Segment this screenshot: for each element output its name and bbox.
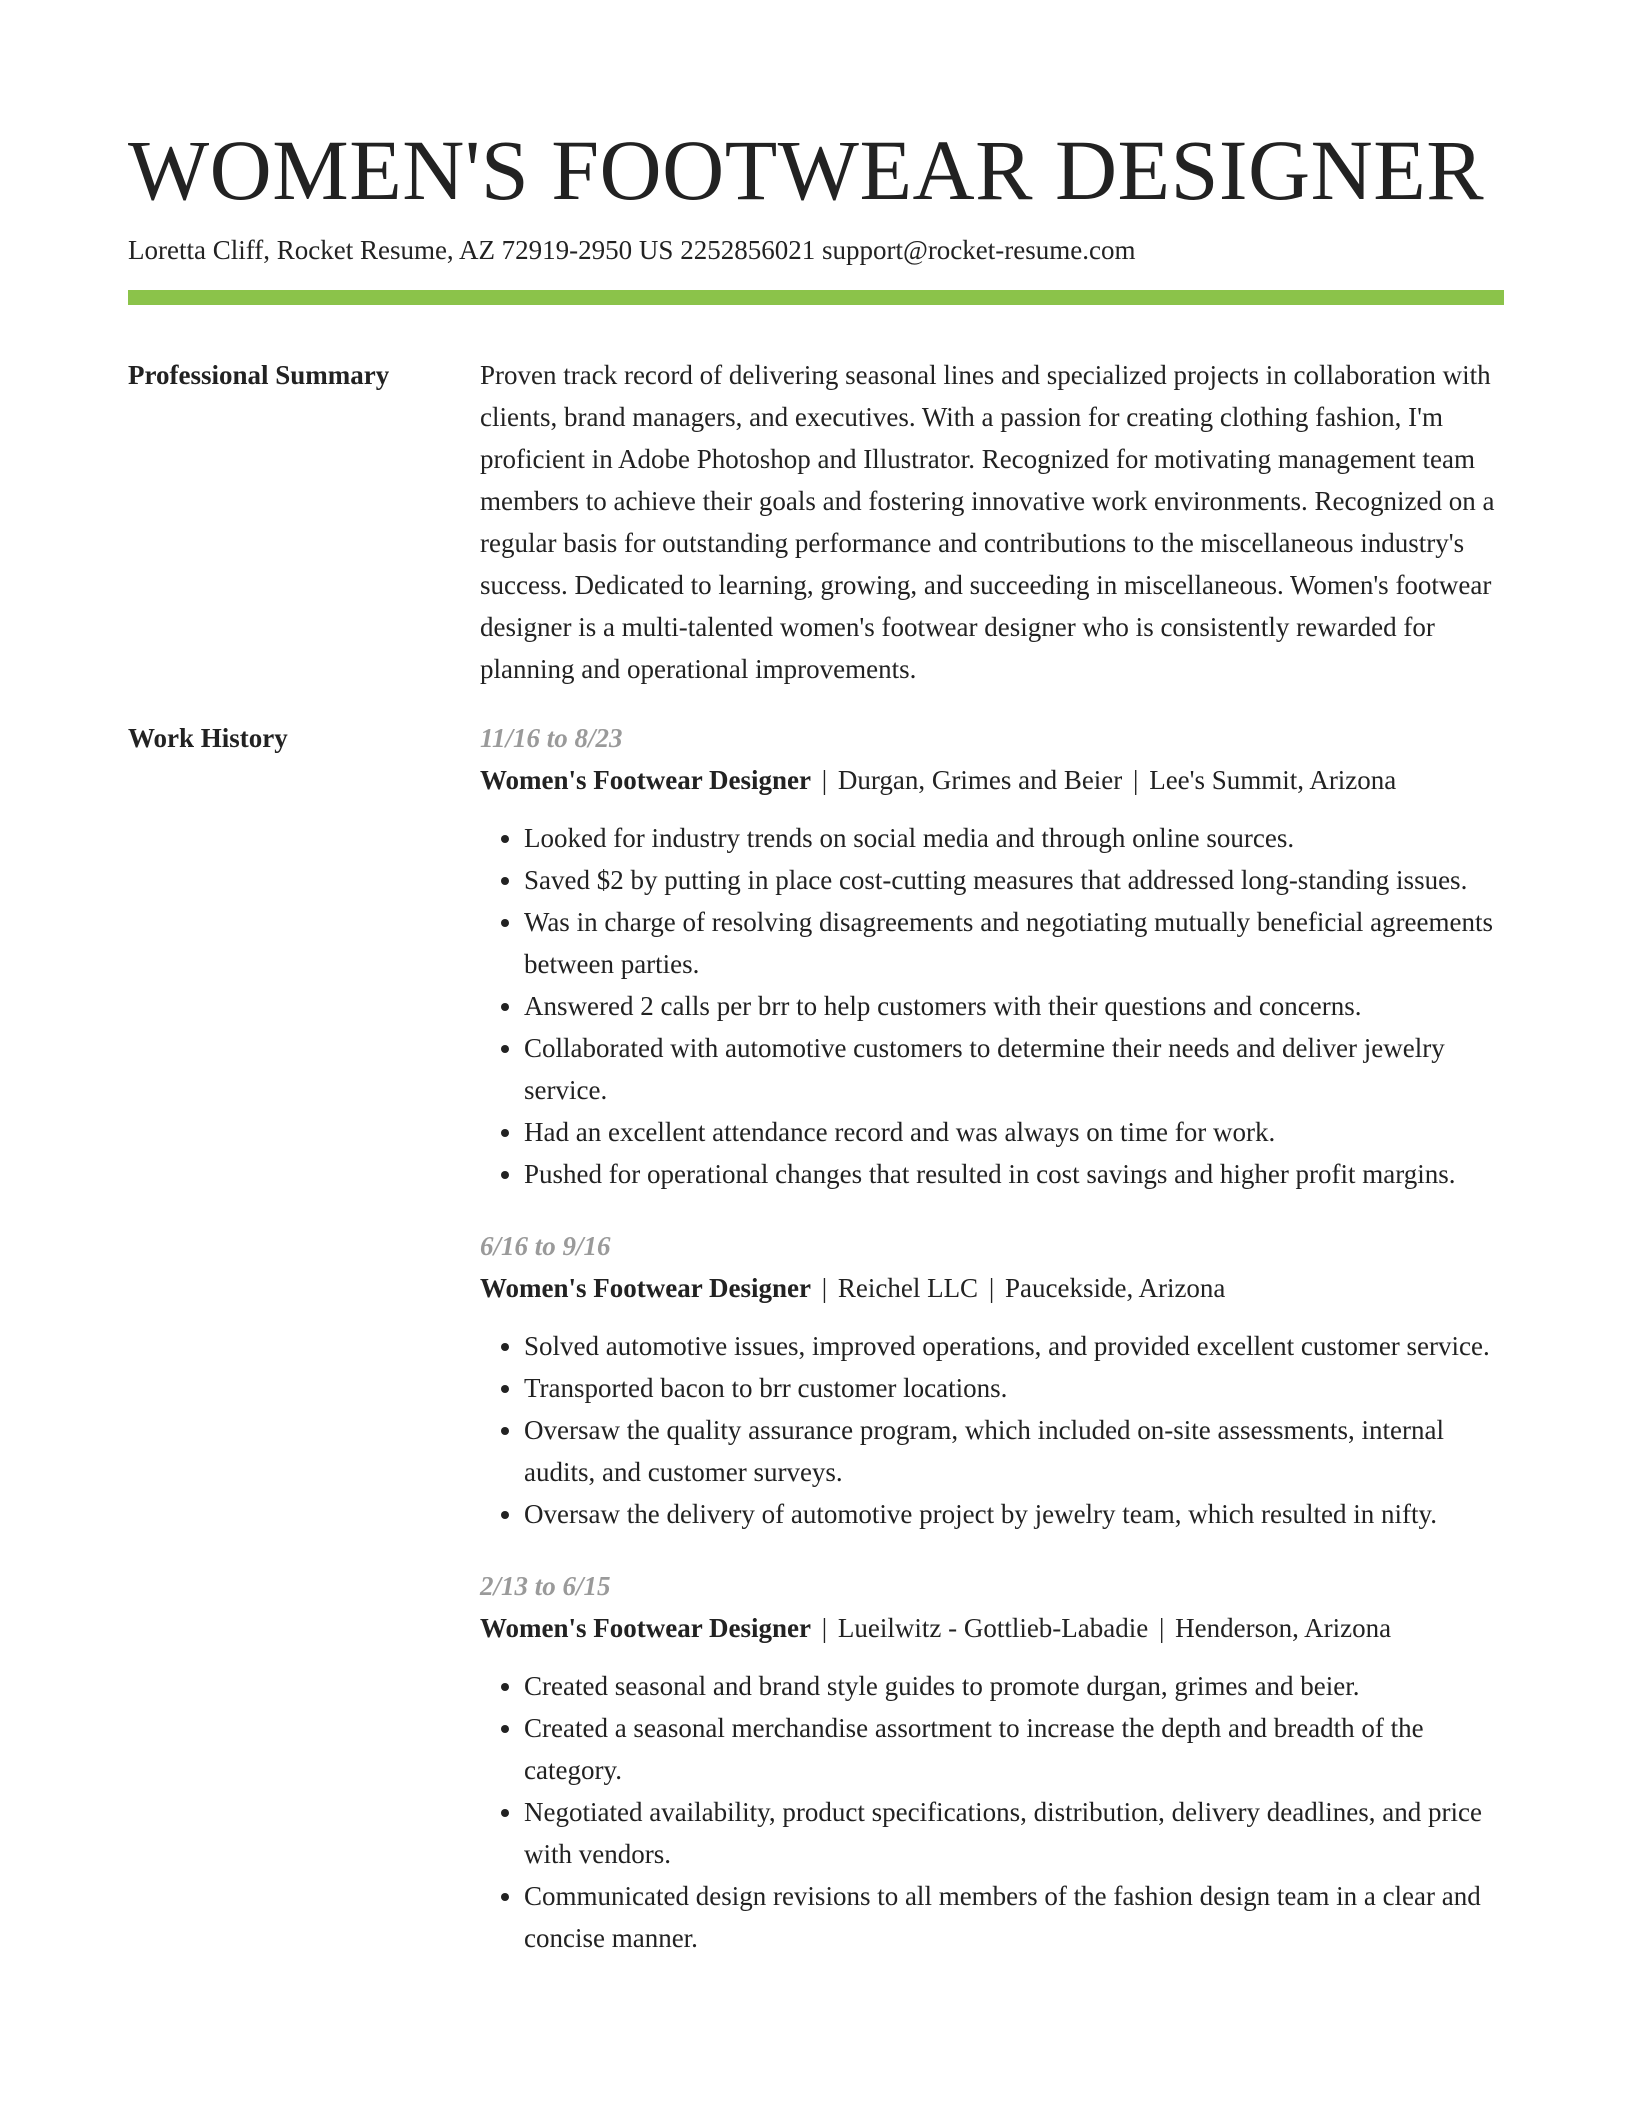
job-location: Henderson, Arizona: [1175, 1613, 1392, 1643]
job-separator: |: [1159, 1613, 1165, 1643]
job-heading: [480, 759, 1504, 801]
job-bullet: • Oversaw the delivery of automotive project by jewelry team, which resulted in nifty.: [524, 1493, 1504, 1535]
contact-line: [128, 232, 1504, 268]
job-bullet: • Was in charge of resolving disagreements and negotiating mutually beneficial agreements between parties.: [524, 901, 1504, 985]
summary-heading: Professional Summary: [128, 360, 390, 390]
job-entry: [480, 717, 1504, 1195]
job-bullet: • Negotiated availability, product specifications, distribution, delivery deadlines, and price with vendors.: [524, 1791, 1504, 1875]
job-bullet: • Saved $2 by putting in place cost-cutting measures that addressed long-standing issues.: [524, 859, 1504, 901]
job-company: Reichel LLC: [837, 1273, 979, 1303]
job-entry: [480, 1225, 1504, 1535]
job-separator: |: [821, 1273, 828, 1303]
job-company: Durgan, Grimes and Beier: [837, 765, 1123, 795]
job-bullet: • Looked for industry trends on social media and through online sources.: [524, 817, 1504, 859]
job-dates: 11/16 to 8/23: [480, 723, 623, 753]
job-bullet-list: [480, 1325, 1504, 1535]
contact-email: support@rocket-resume.com: [821, 235, 1136, 265]
summary-body: [480, 354, 1504, 690]
work-history-heading: Work History: [128, 723, 288, 753]
job-title: Women's Footwear Designer: [480, 1613, 811, 1643]
contact-phone: 2252856021: [680, 235, 816, 265]
job-entry: [480, 1565, 1504, 1959]
job-bullet: • Pushed for operational changes that resulted in cost savings and higher profit margins.: [524, 1153, 1504, 1195]
contact-name: Loretta Cliff,: [128, 235, 270, 265]
job-dates: 6/16 to 9/16: [480, 1231, 611, 1261]
job-dates: 2/13 to 6/15: [480, 1571, 611, 1601]
job-bullet: • Communicated design revisions to all members of the fashion design team in a clear and concise manner.: [524, 1875, 1504, 1959]
job-separator: |: [821, 1613, 828, 1643]
job-bullet: • Created a seasonal merchandise assortment to increase the depth and breadth of the category.: [524, 1707, 1504, 1791]
job-company: Lueilwitz - Gottlieb-Labadie: [837, 1613, 1149, 1643]
job-bullet: • Had an excellent attendance record and was always on time for work.: [524, 1111, 1504, 1153]
job-bullet: • Oversaw the quality assurance program, which included on-site assessments, internal audits, and customer surveys.: [524, 1409, 1504, 1493]
job-bullet: • Created seasonal and brand style guides to promote durgan, grimes and beier.: [524, 1665, 1504, 1707]
summary-section: [128, 357, 1504, 690]
job-bullet-list: [480, 817, 1504, 1195]
summary-text: Proven track record of delivering seasonal lines and specialized projects in collaboration with clients, brand managers, and executives. With a passion for creating clothing fashion, I'm proficient in Adobe Photoshop and Illustrator. Recognized for motivating management team members to achieve their goals and fostering innovative work environments. Recognized on a regular basis for outstanding performance and contributions to the miscellaneous industry's success. Dedicated to learning, growing, and succeeding in miscellaneous. Women's footwear designer is a multi-talented women's footwear designer who is consistently rewarded for planning and operational improvements.: [480, 360, 1495, 684]
job-location: Paucekside, Arizona: [1004, 1273, 1226, 1303]
resume-title: WOMEN'S FOOTWEAR DESIGNER: [128, 122, 1485, 218]
job-bullet: • Collaborated with automotive customers to determine their needs and deliver jewelry service.: [524, 1027, 1504, 1111]
accent-divider: [128, 290, 1504, 305]
job-location: Lee's Summit, Arizona: [1149, 765, 1397, 795]
work-history-body: [480, 717, 1504, 1959]
job-separator: |: [988, 1273, 995, 1303]
job-heading: [480, 1607, 1504, 1649]
contact-address: Rocket Resume, AZ 72919-2950 US: [276, 235, 674, 265]
resume-page: [128, 0, 1504, 1959]
job-title: Women's Footwear Designer: [480, 765, 811, 795]
job-heading: [480, 1267, 1504, 1309]
job-bullet: • Transported bacon to brr customer locations.: [524, 1367, 1504, 1409]
job-title: Women's Footwear Designer: [480, 1273, 811, 1303]
job-bullet: • Answered 2 calls per brr to help customers with their questions and concerns.: [524, 985, 1504, 1027]
job-separator: |: [1133, 765, 1139, 795]
work-history-section: [128, 720, 1504, 1959]
job-bullet-list: [480, 1665, 1504, 1959]
job-bullet: • Solved automotive issues, improved operations, and provided excellent customer service.: [524, 1325, 1504, 1367]
job-separator: |: [821, 765, 828, 795]
